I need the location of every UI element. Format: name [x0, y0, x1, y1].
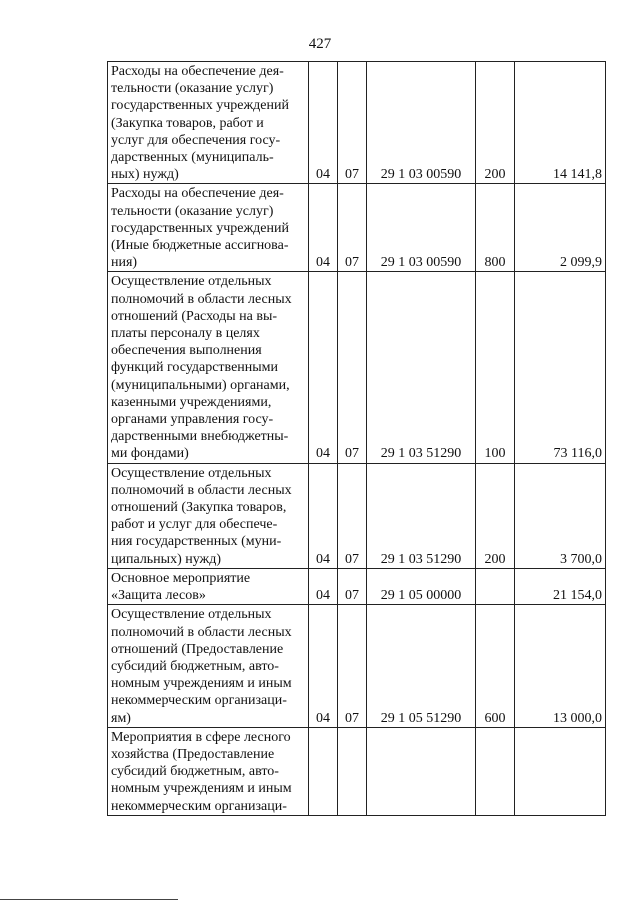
subsection-code-cell: 07 [338, 605, 367, 727]
expense-type-cell: 200 [476, 62, 515, 184]
subsection-code-cell: 07 [338, 62, 367, 184]
row-description [108, 272, 309, 463]
description-line: тельности (оказание услуг) [111, 203, 274, 219]
description-line: некоммерческим организаци- [111, 693, 287, 709]
description-line: хозяйства (Предоставление [111, 746, 275, 762]
row-description [108, 62, 309, 184]
table-row [108, 184, 606, 272]
description-line: ям) [111, 710, 131, 726]
budget-table-body [108, 62, 606, 816]
section-code-cell: 04 [309, 184, 338, 272]
footnote-divider [0, 899, 178, 900]
row-description [108, 184, 309, 272]
section-code-cell: 04 [309, 272, 338, 463]
section-code-cell: 04 [309, 568, 338, 604]
row-description [108, 727, 309, 815]
description-line: Мероприятия в сфере лесного [111, 729, 291, 745]
description-line: субсидий бюджетным, авто- [111, 658, 279, 674]
description-line: Расходы на обеспечение дея- [111, 64, 284, 79]
description-line: услуг для обеспечения госу- [111, 132, 281, 148]
target-article-cell: 29 1 05 00000 [367, 568, 476, 604]
description-line: (муниципальными) органами, [111, 377, 290, 393]
description-line: ных) нужд) [111, 167, 179, 183]
row-description [108, 463, 309, 568]
row-description [108, 605, 309, 727]
description-line: субсидий бюджетным, авто- [111, 764, 279, 780]
target-article-cell: 29 1 03 00590 [367, 62, 476, 184]
description-line: ния) [111, 255, 138, 271]
section-code-cell: 04 [309, 463, 338, 568]
description-line: полномочий в области лесных [111, 291, 292, 307]
description-line: некоммерческим организаци- [111, 798, 287, 814]
description-line: номным учреждениям и иным [111, 781, 292, 797]
amount-cell: 73 116,0 [515, 272, 606, 463]
description-line: Осуществление отдельных [111, 274, 272, 290]
description-line: Осуществление отдельных [111, 465, 272, 481]
description-line: тельности (оказание услуг) [111, 81, 274, 97]
amount-cell [515, 727, 606, 815]
description-line: Основное мероприятие [111, 570, 251, 586]
table-row [108, 605, 606, 727]
description-line: номным учреждениям и иным [111, 676, 292, 692]
target-article-cell [367, 727, 476, 815]
subsection-code-cell: 07 [338, 568, 367, 604]
description-line: полномочий в области лесных [111, 482, 292, 498]
subsection-code-cell: 07 [338, 463, 367, 568]
description-line: функций государственными [111, 360, 279, 376]
target-article-cell: 29 1 03 51290 [367, 272, 476, 463]
target-article-cell: 29 1 05 51290 [367, 605, 476, 727]
description-line: казенными учреждениями, [111, 394, 272, 410]
amount-cell: 21 154,0 [515, 568, 606, 604]
description-line: государственных учреждений [111, 98, 289, 114]
description-line: ния государственных (муни- [111, 534, 282, 550]
description-line: обеспечения выполнения [111, 343, 262, 359]
description-line: полномочий в области лесных [111, 624, 292, 640]
target-article-cell: 29 1 03 51290 [367, 463, 476, 568]
section-code-cell: 04 [309, 62, 338, 184]
expense-type-cell: 800 [476, 184, 515, 272]
description-line: платы персоналу в целях [111, 326, 260, 342]
subsection-code-cell [338, 727, 367, 815]
expense-type-cell [476, 727, 515, 815]
description-line: органами управления госу- [111, 412, 274, 428]
description-line: дарственных (муниципаль- [111, 150, 274, 166]
description-line: отношений (Предоставление [111, 641, 284, 657]
description-line: «Защита лесов» [111, 588, 206, 604]
row-description [108, 568, 309, 604]
table-row [108, 62, 606, 184]
expense-type-cell: 100 [476, 272, 515, 463]
section-code-cell: 04 [309, 605, 338, 727]
subsection-code-cell: 07 [338, 272, 367, 463]
description-line: ципальных) нужд) [111, 551, 222, 567]
description-line: Расходы на обеспечение дея- [111, 186, 284, 202]
amount-cell: 2 099,9 [515, 184, 606, 272]
expense-type-cell [476, 568, 515, 604]
description-line: государственных учреждений [111, 220, 289, 236]
target-article-cell: 29 1 03 00590 [367, 184, 476, 272]
description-line: работ и услуг для обеспече- [111, 517, 278, 533]
amount-cell: 3 700,0 [515, 463, 606, 568]
description-line: (Закупка товаров, работ и [111, 115, 264, 131]
description-line: дарственными внебюджетны- [111, 429, 289, 445]
page-number: 427 [308, 36, 332, 52]
section-code-cell [309, 727, 338, 815]
description-line: отношений (Закупка товаров, [111, 500, 287, 516]
budget-table [107, 61, 606, 816]
expense-type-cell: 600 [476, 605, 515, 727]
expense-type-cell: 200 [476, 463, 515, 568]
table-row [108, 272, 606, 463]
subsection-code-cell: 07 [338, 184, 367, 272]
table-row [108, 568, 606, 604]
description-line: (Иные бюджетные ассигнова- [111, 238, 289, 254]
description-line: Осуществление отдельных [111, 607, 272, 623]
table-row [108, 463, 606, 568]
description-line: ми фондами) [111, 446, 189, 462]
description-line: отношений (Расходы на вы- [111, 308, 278, 324]
table-row [108, 727, 606, 815]
amount-cell: 13 000,0 [515, 605, 606, 727]
amount-cell: 14 141,8 [515, 62, 606, 184]
